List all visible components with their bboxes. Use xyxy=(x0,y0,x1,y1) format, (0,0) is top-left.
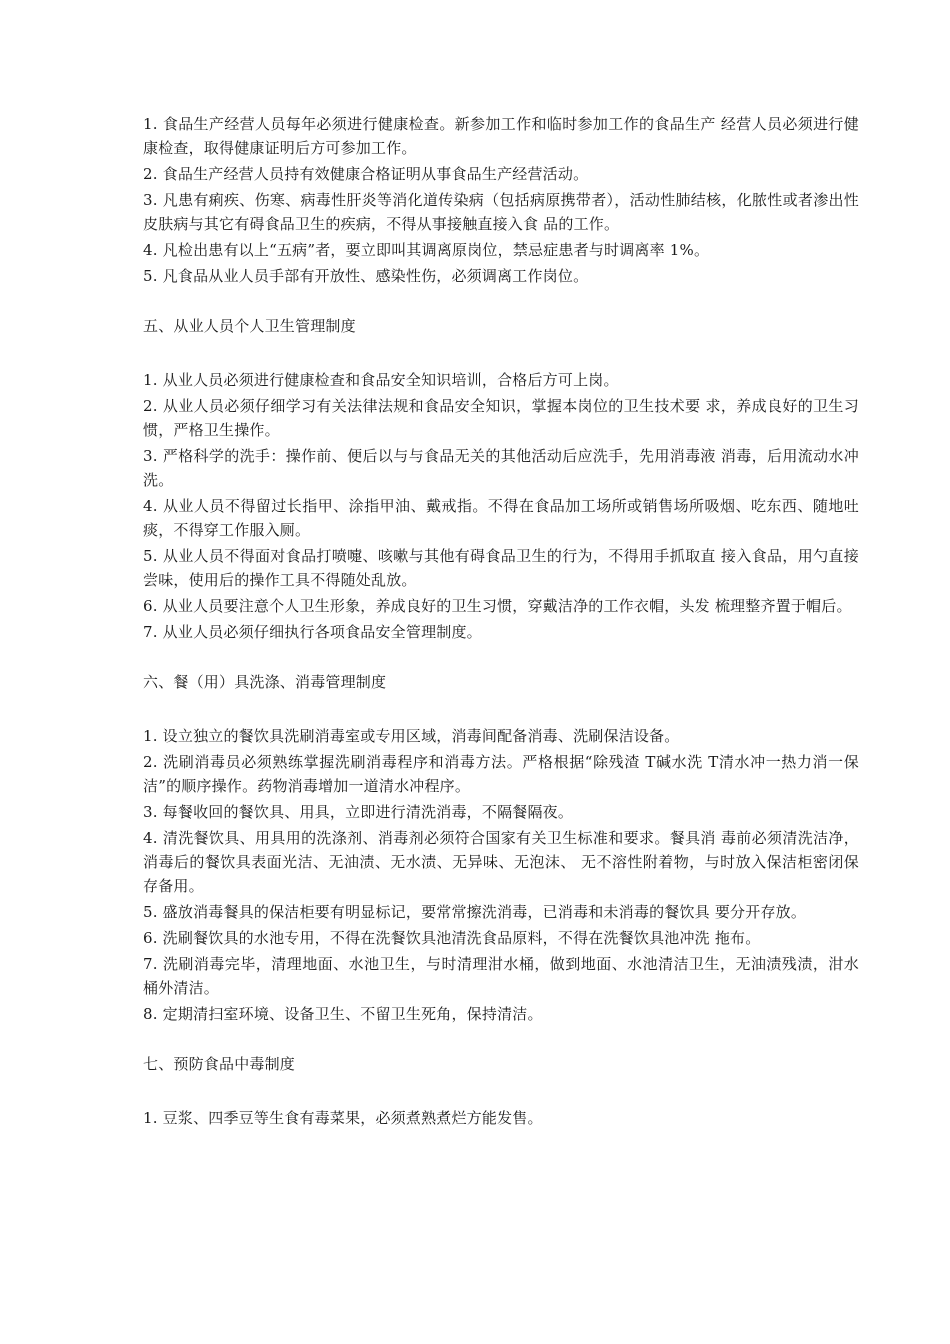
list-item: 3. 每餐收回的餐饮具、用具，立即进行清洗消毒，不隔餐隔夜。 xyxy=(143,803,574,821)
list-item: 1. 食品生产经营人员每年必须进行健康检查。新参加工作和临时参加工作的食品生产 经营人员必须进行健康检查，取得健康证明后方可参加工作。 xyxy=(143,115,859,157)
list-item: 1. 设立独立的餐饮具洗刷消毒室或专用区域，消毒间配备消毒、洗刷保洁设备。 xyxy=(143,727,680,745)
document-page xyxy=(143,112,859,1132)
section-tableware-disinfection xyxy=(143,670,859,1026)
section-personal-hygiene xyxy=(143,314,859,644)
list-item: 6. 洗刷餐饮具的水池专用，不得在洗餐饮具池清洗食品原料，不得在洗餐饮具池冲洗 拖布。 xyxy=(143,929,761,947)
list-item: 2. 洗刷消毒员必须熟练掌握洗刷消毒程序和消毒方法。严格根据“除残渣 T碱水洗 T清水冲一热力消一保洁”的顺序操作。药物消毒增加一道清水冲程序。 xyxy=(143,753,859,795)
list-item: 1. 豆浆、四季豆等生食有毒菜果，必须煮熟煮烂方能发售。 xyxy=(143,1109,543,1127)
section-heading: 七、预防食品中毒制度 xyxy=(143,1055,296,1073)
list-item: 1. 从业人员必须进行健康检查和食品安全知识培训，合格后方可上岗。 xyxy=(143,371,619,389)
list-item: 3. 严格科学的洗手：操作前、便后以与与食品无关的其他活动后应洗手，先用消毒液 消毒，后用流动水冲洗。 xyxy=(143,447,859,489)
section-heading: 五、从业人员个人卫生管理制度 xyxy=(143,317,356,335)
list-item: 2. 从业人员必须仔细学习有关法律法规和食品安全知识，掌握本岗位的卫生技术要 求，养成良好的卫生习惯，严格卫生操作。 xyxy=(143,397,859,439)
list-item: 6. 从业人员要注意个人卫生形象，养成良好的卫生习惯，穿戴洁净的工作衣帽，头发 梳理整齐置于帽后。 xyxy=(143,597,852,615)
list-item: 5. 从业人员不得面对食品打喷嚏、咳嗽与其他有碍食品卫生的行为，不得用手抓取直 接入食品，用勺直接尝味，使用后的操作工具不得随处乱放。 xyxy=(143,547,859,589)
list-item: 7. 洗刷消毒完毕，清理地面、水池卫生，与时清理泔水桶，做到地面、水池清洁卫生，无油渍残渍，泔水桶外清洁。 xyxy=(143,955,859,997)
list-item: 7. 从业人员必须仔细执行各项食品安全管理制度。 xyxy=(143,623,482,641)
intro-list xyxy=(143,112,859,288)
list-item: 5. 凡食品从业人员手部有开放性、感染性伤，必须调离工作岗位。 xyxy=(143,267,589,285)
list-item: 5. 盛放消毒餐具的保洁柜要有明显标记，要常常擦洗消毒，已消毒和未消毒的餐饮具 要分开存放。 xyxy=(143,903,807,921)
list-item: 2. 食品生产经营人员持有效健康合格证明从事食品生产经营活动。 xyxy=(143,165,589,183)
list-item: 8. 定期清扫室环境、设备卫生、不留卫生死角，保持清洁。 xyxy=(143,1005,543,1023)
section-food-poisoning-prevention xyxy=(143,1052,859,1130)
list-item: 3. 凡患有痢疾、伤寒、病毒性肝炎等消化道传染病（包括病原携带者），活动性肺结核，化脓性或者渗出性皮肤病与其它有碍食品卫生的疾病，不得从事接触直接入食 品的工作。 xyxy=(143,191,859,233)
list-item: 4. 凡检出患有以上“五病”者，要立即叫其调离原岗位，禁忌症患者与时调离率 1%。 xyxy=(143,241,710,259)
list-item: 4. 从业人员不得留过长指甲、涂指甲油、戴戒指。不得在食品加工场所或销售场所吸烟、吃东西、随地吐痰，不得穿工作服入厕。 xyxy=(143,497,859,539)
list-item: 4. 清洗餐饮具、用具用的洗涤剂、消毒剂必须符合国家有关卫生标准和要求。餐具消 毒前必须清洗洁净，消毒后的餐饮具表面光洁、无油渍、无水渍、无异味、无泡沫、 无不溶性附着物，与时放入保洁柜密闭保存备用。 xyxy=(143,829,859,895)
section-heading: 六、餐（用）具洗涤、消毒管理制度 xyxy=(143,673,387,691)
